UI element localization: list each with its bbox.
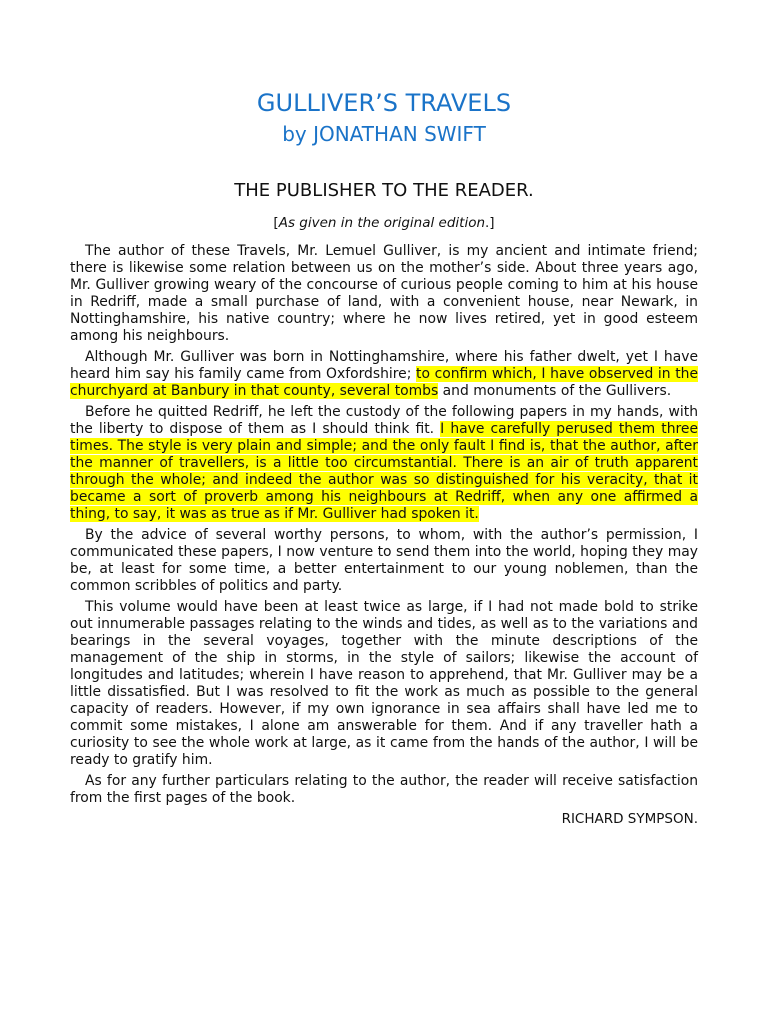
paragraph-1: The author of these Travels, Mr. Lemuel Gulliver, is my ancient and intimate friend; there is likewise some relation between us on the mother’s side. About three years ago, Mr. Gulliver growing weary of the concourse of curious people coming to him at his house in Redriff, made a small purchase of land, with a convenient house, near Newark, in Nottinghamshire, his native country; where he now lives retired, yet in good esteem among his neighbours. [70, 243, 698, 344]
edition-note-open: [ [273, 215, 279, 231]
edition-note-close: .] [485, 215, 495, 231]
paragraph-4: By the advice of several worthy persons, to whom, with the author’s permission, I communicated these papers, I now venture to send them into the world, hoping they may be, at least for some time, a better entertainment to our young noblemen, than the common scribbles of politics and party. [70, 527, 698, 594]
paragraph-3-text-a: Before he quitted Redriff, he left the custody of the following papers in my hands, with the liberty to dispose of them as I should think fit. [70, 404, 698, 437]
edition-note [70, 213, 698, 233]
paragraph-6: As for any further particulars relating to the author, the reader will receive satisfaction from the first pages of the book. [70, 773, 698, 806]
paragraph-3 [70, 404, 698, 523]
book-title: GULLIVER’S TRAVELS [256, 89, 512, 117]
document-page [70, 86, 698, 828]
highlighted-passage-1: to confirm which, I have observed in the churchyard at Banbury in that county, several tombs [70, 366, 698, 399]
book-author: by JONATHAN SWIFT [282, 122, 486, 146]
highlighted-passage-2: I have carefully perused them three times. The style is very plain and simple; and the only fault I find is, that the author, after the manner of travellers, is a little too circumstantial. There is an air of truth apparent through the whole; and indeed the author was so distinguished for his veracity, that it became a sort of proverb among his neighbours at Redriff, when any one affirmed a thing, to say, it was as true as if Mr. Gulliver had spoken it. [70, 421, 699, 522]
section-heading: THE PUBLISHER TO THE READER. [234, 180, 534, 201]
edition-note-italic: As given in the original edition [278, 215, 486, 231]
signature: RICHARD SYMPSON. [561, 811, 698, 827]
paragraph-5: This volume would have been at least twice as large, if I had not made bold to strike out innumerable passages relating to the winds and tides, as well as to the variations and bearings in the several voyages, together with the minute descriptions of the management of the ship in storms, in the style of sailors; likewise the account of longitudes and latitudes; wherein I have reason to apprehend, that Mr. Gulliver may be a little dissatisfied. But I was resolved to fit the work as much as possible to the general capacity of readers. However, if my own ignorance in sea affairs shall have led me to commit some mistakes, I alone am answerable for them. And if any traveller hath a curiosity to see the whole work at large, as it came from the hands of the author, I will be ready to gratify him. [70, 599, 698, 768]
paragraph-2-text-a: Although Mr. Gulliver was born in Nottinghamshire, where his father dwelt, yet I have heard him say his family came from Oxfordshire; [70, 349, 698, 382]
paragraph-2-text-b: and monuments of the Gullivers. [438, 383, 672, 399]
document-body [70, 243, 698, 828]
paragraph-2 [70, 349, 698, 400]
